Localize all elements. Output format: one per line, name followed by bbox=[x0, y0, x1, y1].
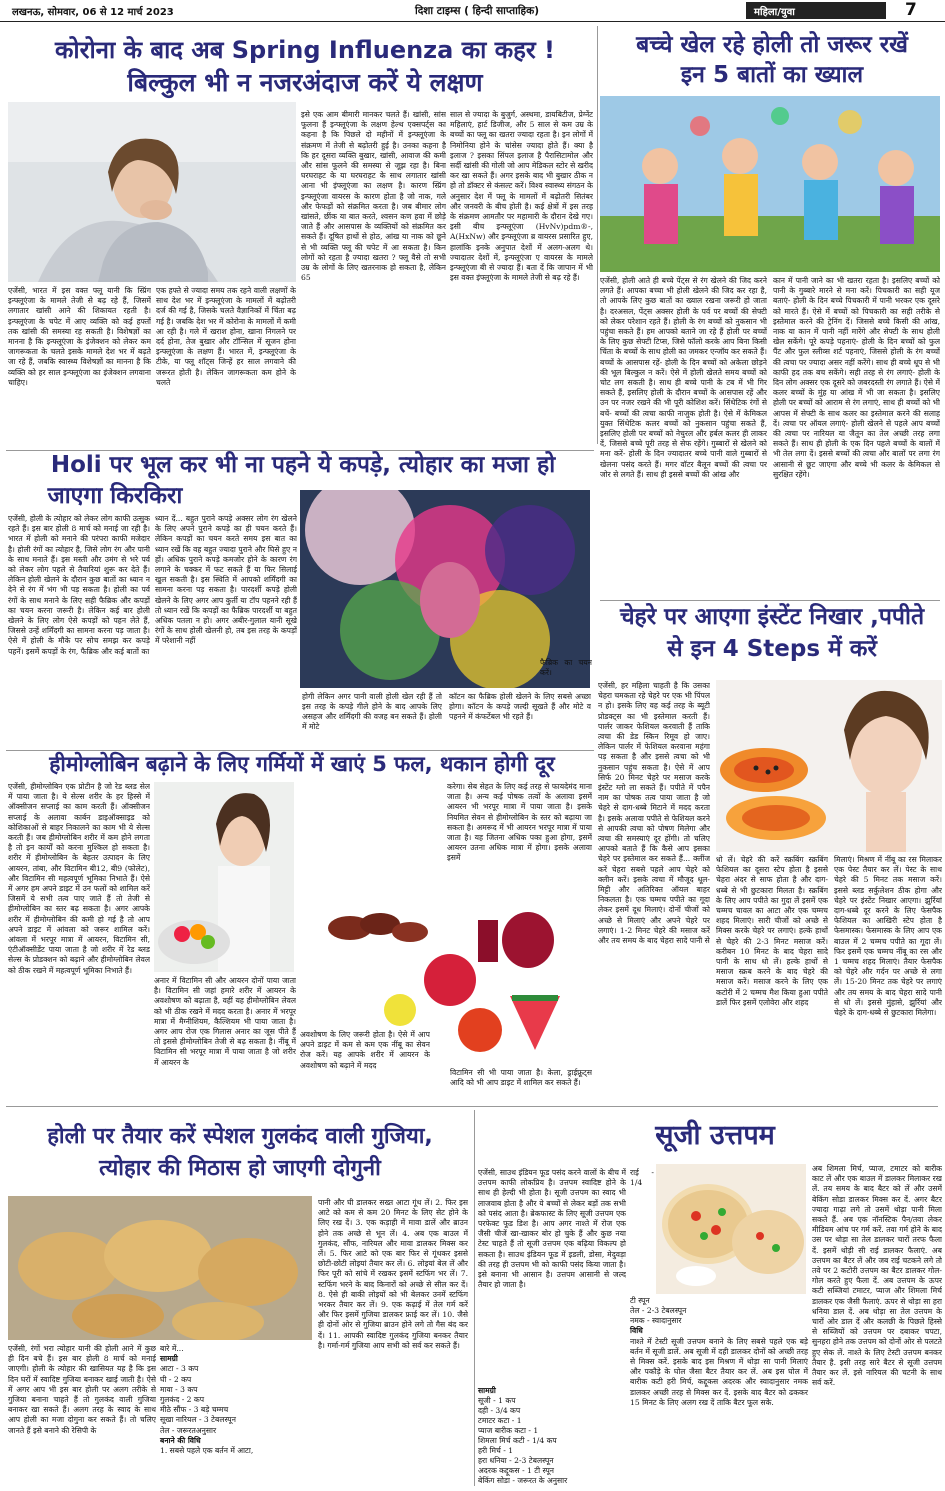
article6-ingredient: तेल - जरूरतअनुसार bbox=[160, 1425, 217, 1435]
article7-ingredient: हरा धनिया - 2-3 टेबलस्पून bbox=[478, 1456, 554, 1465]
article3-title-line1: Holi पर भूल कर भी ना पहने ये कपड़े, त्योहार का मजा हो bbox=[50, 452, 556, 478]
page-number: 7 bbox=[905, 0, 917, 20]
article4-col2: अनार में विटामिन सी और आयरन दोनों पाया जाता है। विटामिन सी जहां हमारे शरीर में आयरन के अवशोषण को बढ़ाता है, वहीं यह हीमोग्लोबिन लेवल को भी ठीक रखने में मदद करता है। अनार में भरपूर मात्रा में मैग्नीशियम, कैल्शियम भी पाया जाता है। अगर आप रोज एक गिलास अनार का जूस पीते हैं तो इससे हीमोग्लोबिन तेजी से बढ़ सकता है। नींबू में विटामिन सी भरपूर मात्रा में पाया जाता है जो शरीर में आयरन के bbox=[154, 976, 296, 1067]
article6-ingredient: सूखा नारियल - 3 टेबलस्पून bbox=[160, 1415, 236, 1425]
article3-col2: ध्यान दें... बहुत पुराने कपड़े अक्सर लोग रंग खेलने के लिए अपने पुराने कपड़े का ही चयन करते हैं। लेकिन कपड़ों का चयन करते समय इस बात का ध्यान रखें कि वह बहुत ज्यादा पुराने और घिसे हुए न हों। अधिक पुराने कपड़े कमजोर होने के कारण रंग लगाने के चक्कर में फट सकते हैं या फिर सिलाई खुल सकती है। इस स्थिति में आपको शर्मिंदगी का सामना करना पड़ सकता है। पारदर्शी कपड़े होली खेलने के लिए अगर आप कुर्ती या टॉप पहनने रही हैं तो ध्यान रखें कि कपड़ों का फैब्रिक पारदर्शी या बहुत अधिक पतला न हो। अगर अबीर-गुलाल यानी सूखे रंगों के साथ होली खेलनी हो, तब इस तरह के कपड़ों में परेशानी नहीं bbox=[155, 514, 297, 646]
article5-title-line2: से इन 4 Steps में करें bbox=[667, 636, 877, 662]
article4-col3a: करेगा। सेब सेहत के लिए कई तरह से फायदेमंद माना जाता है। अन्य कई पोषक तत्वों के अलावा इसमें आयरन भी भरपूर मात्रा में पाया जाता है। इसके नियमित सेवन से हीमोग्लोबिन के स्तर को बढ़ाया जा सकता है। अमरूद में भी आयरन भरपूर मात्रा में पाया जाता है। यह जितना अधिक पका हुआ होगा, इसमें आयरन उतना अधिक मात्रा में होगा। इसके अलावा इसमें bbox=[447, 782, 592, 863]
article4-col3c: विटामिन सी भी पाया जाता है। केला, ड्राईफ्रूट्स आदि को भी आप डाइट में शामिल कर सकते हैं। bbox=[450, 1068, 592, 1088]
article3-col1: एजेंसी, होली के त्योहार को लेकर लोग काफी उत्सुक रहते हैं। इस बार होली 8 मार्च को मनाई जा रही है। भारत में होली को मनाने की परंपरा काफी मजेदार है। होली रंगों का त्योहार है, जिसे लोग रंग और पानी के साथ मनाते हैं। इस मस्ती और उमंग से भरे पर्व को लेकर लोग पहले से तैयारियां शुरू कर देते हैं। लेकिन होली खेलने के दौरान कुछ बातों का ध्यान न देने से रंग में भंग भी पड़ सकता है। होली का पर्व रंगों के साथ मनाने के लिए सही फैब्रिक और कपड़ों का चयन करना जरूरी है। लेकिन कई बार होली खेलने के लिए लोग ऐसे कपड़ों को पहन लेते हैं, जिससे उन्हें शर्मिंदगी का सामना करना पड़ जाता है। ऐसे में होली के मौके पर सोच समझ कर कपड़े पहनें। इसमें कपड़ों के रंग, फैब्रिक और कई बातों का bbox=[8, 514, 150, 656]
article6-title-line1: होली पर तैयार करें स्पेशल गुलकंद वाली गुजिया, bbox=[47, 1124, 433, 1149]
article1-sick-woman-photo bbox=[8, 102, 296, 282]
article7-ingredient: सूजी - 1 कप bbox=[478, 1396, 516, 1405]
article6-method-first-step: 1. सबसे पहले एक बर्तन में आटा, bbox=[160, 1446, 254, 1456]
article2-title-line1: बच्चे खेल रहे होली तो जरूर रखें bbox=[636, 32, 908, 58]
article5-title-line1: चेहरे पर आएगा इंस्टेंट निखार ,पपीते bbox=[619, 604, 925, 630]
article6-gujiya-photo bbox=[8, 1196, 312, 1340]
article6-ingredient: आटा - 3 कप bbox=[160, 1364, 199, 1374]
article7-col2-mid: टी स्पून bbox=[630, 1296, 650, 1305]
article7-extra-ingredient: नमक - स्वादानुसार bbox=[630, 1316, 682, 1326]
article6-ingredients-heading: सामग्री bbox=[160, 1354, 178, 1364]
article3-caption-right: फैब्रिक का चयन करें। bbox=[540, 658, 592, 677]
article1-col2: एक हफ्ते से ज्यादा समय तक रहने वाली लक्षणों के साथ देश भर में इन्फ्लूएंजा के मामलों में बढ़ोतरी दर्ज की गई है, जिसके चलते वैज्ञानिकों में चिंता बढ़ गई है। जबकि देश भर में कोरोना के मामलों में कमी आ रही है। गले में खराश होना, खाना निगलने पर दर्द होना, तेज बुखार और टॉन्सिल में सूजन होना इन्फ्लूएंजा के लक्षण हैं। भारत में, इन्फ्लूएंजा के टीके, या फ्लू शॉट्स जिन्हें हर साल लगवाने की जरूरत होती है। लेकिन जागरूकता कम होने के चलते bbox=[156, 286, 296, 387]
article6-ingredient: घी - 2 कप bbox=[160, 1374, 192, 1384]
article5-papaya-woman-photo bbox=[716, 680, 942, 852]
article7-ingredient: अदरक कद्दूकस - 1 टी स्पून bbox=[478, 1466, 554, 1475]
article1-title-line2: बिल्कुल भी न नजरअंदाज करें ये लक्षण bbox=[127, 68, 483, 97]
article3-title-line2: जाएगा किरकिरा bbox=[47, 483, 183, 509]
article7-ingredients bbox=[478, 1386, 626, 1486]
article2-title-line2: इन 5 बातों का ख्याल bbox=[680, 62, 864, 88]
article4-col1: एजेंसी, हीमोग्लोबिन एक प्रोटीन है जो रेड ब्लड सेल में पाया जाता है। ये सेल्स शरीर के हर हिस्से में ऑक्सीजन सप्लाई का काम करती हैं। ऑक्सीजन सप्लाई के अलावा कार्बन डाइऑक्साइड को कोशिकाओं से बाहर निकालने का काम भी ये सेल्स करती हैं। जब हीमोग्लोबिन शरीर में कम होने लगता है तो इन कार्यों को करना मुश्किल हो सकता है। शरीर में हीमोग्लोबिन के बेहतर उत्पादन के लिए आयरन, तांबा, और विटामिन बी12, बी9 (फोलेट), और विटामिन सी महत्वपूर्ण भूमिका निभाते हैं। ऐसे में अगर हम अपने डाइट में उन फलों को शामिल करें जिसमें ये सभी तत्व पाए जाते हैं तो तेजी से हीमोग्लोबिन का स्तर बढ़ सकता है। अगर आपके शरीर में हीमोग्लोबिन की कमी हो गई है तो आप अपने डाइट में आंवला को जरूर शामिल करें। आंवला में भरपूर मात्रा में आयरन, विटामिन सी, एंटीऑक्सीडेंट पाया जाता है जो शरीर में रेड ब्लड सेल्स के प्रोडक्शन को बढ़ाने और हीमोग्लोबिन लेवल को ठीक रखने में महत्वपूर्ण भूमिका निभाते हैं। bbox=[8, 782, 150, 975]
article5-col3: मिलाएं। मिश्रण में नींबू का रस मिलाकर एक पेस्ट तैयार कर लें। पेस्ट के साथ चेहरे की 5 मिनट तक मसाज करें। इससे ब्लड सर्कुलेशन ठीक होगा और चेहरे पर इंस्टेंट निखार आएगा। झुर्रियां दाग-धब्बे दूर करने के लिए फेसपैक फेशियल का आखिरी स्टेप होता है फेसमास्क। फेसमास्क के लिए आप एक बाउल में 2 चम्मच पपीते का गूदा लें। फिर इसमें एक चम्मच नींबू का रस और 1 चम्मच शहद मिलाएं। तैयार फेसपैक को चेहरे और गर्दन पर अच्छे से लगा लें। 15-20 मिनट तक चेहरे पर लगाएं और तय समय के बाद चेहरा सादे पानी से धो लें। इससे मुंहासे, झुर्रियां और चेहरे के दाग-धब्बे से छुटकारा मिलेगा। bbox=[834, 855, 942, 1018]
article6-ingredient: मीठे सौंफ - 3 बड़े चम्मच bbox=[160, 1405, 229, 1415]
article1-title-line1: कोरोना के बाद अब Spring Influenza का कहर ! bbox=[55, 36, 555, 64]
article7-extra-ingredient: तेल - 2-3 टेबलस्पून bbox=[630, 1306, 687, 1315]
article7-uttapam-photo bbox=[656, 1164, 806, 1294]
article5-col2: धो लें। चेहरे की करें स्क्रबिंग स्क्रबिंग फेशियल का दूसरा स्टेप होता है इससे चेहरा अंदर से साफ होता है और दाग-धब्बे से भी छुटकारा मिलता है। स्क्रबिंग के लिए आप पपीते का गुदा लें इसमें एक चम्मच चावल का आटा और एक चम्मच शहद मिलाएं। सारी चीजों को अच्छे से मिक्स करके चेहरे पर लगाएं। हल्के हाथों से चेहरे की 2-3 मिनट मसाज करें। करीबन 10 मिनट के बाद चेहरा सादे पानी के साथ धो लें। हल्के हाथों से मसाज स्क्रब करने के बाद चेहरे की मसाज करें। मसाज करने के लिए एक कटोरी में 2 चम्मच मैश किया हुआ पपीते डालें फिर इसमें एलोवेरा और शहद bbox=[716, 855, 828, 1007]
article6-col2 bbox=[160, 1344, 310, 1484]
article6-col1: एजेंसी, रंगों भरा त्योहार यानी की होली आने में कुछ ही दिन बचे हैं। इस बार होली 8 मार्च को मनाई जाएगी। होली के त्योहार की खासियत यह है कि इस दिन घरों में स्वादिष्ट गुजिया बनाकर खाई जाती है। ऐसे में अगर आप भी इस बार होली पर अलग तरीके से गुजिया बनाना चाहते हैं तो गुलकंद वाली गुजिया बनाकर खा सकते हैं। अलग तरह के स्वाद के साथ आप होली का मजा दोगुना कर सकते हैं। तो चलिए जानते हैं इसे बनाने की रेसिपी के bbox=[8, 1344, 156, 1435]
article7-col1: एजेंसी, साउथ इंडियन फूड पसंद करने वालों के बीच में उत्तपम काफी लोकप्रिय है। उत्तपम स्वादिष्ट होने के साथ ही हेल्दी भी होता है। सूजी उत्तपम का स्वाद भी लाजवाब होता है और ये बच्चों से लेकर बड़ों तक सभी को पसंद आता है। ब्रेकफास्ट के लिए सूजी उत्तपम एक परफेक्ट फूड डिश है। आप अगर नाश्ते में रोज एक जैसी चीजें खा-खाकर बोर हो चुके हैं और कुछ नया टेस्ट चाहते हैं तो सूजी उत्तपम एक बढ़िया विकल्प हो सकता है। साउथ इंडियन फूड में इडली, डोसा, मेदुवड़ा की तरह ही उत्तपम भी को काफी पसंद किया जाता है। इसे बनाना भी आसान है। उत्तपम आसानी से जल्द तैयार हो जाता है। bbox=[478, 1168, 626, 1290]
article3-caption-left: होगी लेकिन अगर पानी वाली होली खेल रही हैं तो इस तरह के कपड़े गीले होने के बाद आपके लिए असहज और शर्मिंदगी की वजह बन सकते हैं। होली में मोटे bbox=[302, 692, 442, 731]
article7-col2 bbox=[630, 1306, 808, 1486]
masthead-date: लखनऊ, सोमवार, 06 से 12 मार्च 2023 bbox=[12, 7, 174, 18]
article3-caption-mid: कॉटन का फैब्रिक होली खेलने के लिए सबसे अच्छा होगा। कॉटन के कपड़े जल्दी सूखते हैं और मोटे व पहनने में कंफर्टेबल भी रहते हैं। bbox=[449, 692, 591, 721]
article6-title-line2: त्योहार की मिठास हो जाएगी दोगुनी bbox=[99, 1156, 381, 1181]
article6-intro: बारे में... bbox=[160, 1344, 184, 1353]
article1-col4: साल से ज्यादा के बुजुर्ग, अस्थमा, डायबिटीज, प्रेग्नेंट महिलाएं, हार्ट डिजीज, और 5 साल से कम उम्र के बच्चों का फ्लू का खतरा ज्यादा रहता है। इन लोगों में निमोनिया होने के चांसेस ज्यादा होते हैं। क्या है इलाज ? इसका सिंपल इलाज है पैरासिटामोल और सर्दी खांसी की गोली जो आप मेडिकल स्टोर से खरीद कर खा सकते हैं। अगर इसके बाद भी बुखार ठीक न हो तो डॉक्टर से कंसल्ट करें। विश्व स्वास्थ्य संगठन के अनुसार देश में फ्लू के मामलों में बढ़ोतरी सितंबर और जनवरी के बीच होती है। कई क्षेत्रों में इस तरह के संक्रमण आमतौर पर महामारी के दौरान देखे गए। इसी बीच इन्फ्लूएंजा (HvNv)pdm®-, A(HxNw) और इन्फ्लूएंजा ब्र वायरस प्रसारित हुए, हालांकि इनके अनुपात देशों में अलग-अलग थे। ज्यादातर देशों में, इन्फ्लूएंजा ए वायरस के मामले इन्फ्लूएंजा बी से ज्यादा हैं। बता दें कि जापान में भी इस वक्त इंफ्लूएंजा के मामले तेजी से बढ़ रहे हैं। bbox=[450, 110, 593, 283]
article2-children-holi-photo bbox=[600, 96, 940, 272]
article6-col3: पानी और घी डालकर सख्त आटा गूंथ लें। 2. फिर इस आटे को कम से कम 20 मिनट के लिए सेट होने के लिए रख दें। 3. एक कड़ाही में मावा डालें और ब्राउन होने तक अच्छे से भून लें। 4. अब एक बाउल में गुलकंद, सौंफ, नारियल और मावा डालकर मिक्स कर लें। 5. फिर आटे को एक बार फिर से गूंथकर इससे छोटी-छोटी लोइयां तैयार कर लें। 6. लोइयां बेल लें और फिर पूरी को सांचे में रखकर इसमें स्टफिंग भर लें। 7. स्टफिंग भरने के बाद किनारों को अच्छे से सील कर दें। 8. ऐसे ही बाकी लोइयों को भी बेलकर उनमें स्टफिंग भरकर तैयार कर लें। 9. एक कढ़ाई में तेल गर्म करें और फिर इसमें गुजिया डालकर फ्राई कर लें। 10. जैसे ही दोनों ओर से गुजिया ब्राउन होने लगे तो गैस बंद कर दें। 11. आपकी स्वादिष्ट गुलकंद गुजिया बनकर तैयार है। गर्मा-गर्म गुजिया आप सभी को सर्व कर सकते हैं। bbox=[318, 1198, 468, 1350]
article7-ingredients-heading: सामग्री bbox=[478, 1386, 496, 1395]
article7-col2-top: राई - 1/4 bbox=[630, 1168, 654, 1188]
article6-method-heading: बनाने की विधि bbox=[160, 1435, 201, 1445]
article2-col2: कान में पानी जाने का भी खतरा रहता है। इसलिए बच्चों को पानी के गुब्बारे मारने से मना करें। पिचकारी का सही यूज बताएं- होली के दिन बच्चे पिचकारी में पानी भरकर एक दूसरे को मारते हैं। ऐसे में बच्चों को पिचकारी का सही तरीके से इस्तेमाल करने की ट्रेनिंग दें। जिससे बच्चे किसी की आंख, नाक या कान में पानी नहीं मारेंगे और सेफ्टी के साथ होली खेल सकेंगे। पूरे कपड़े पहनाएं- होली के दिन बच्चों को फुल पैंट और फुल स्लीव्स शर्ट पहनाएं, जिससे होली के रंग बच्चों की त्वचा पर ज्यादा असर नहीं करेंगे। साथ ही बच्चे धूप से भी काफी हद तक बच सकेंगे। सही तरह से रंग लगाएं- होली के दिन लोग अक्सर एक दूसरे को जबरदस्ती रंग लगाते हैं। ऐसे में कलर बच्चों के मुंह या आंख में भी जा सकता है। इसलिए होली पर बच्चों को आराम से रंग लगाएं, साथ ही बच्चों को भी आपस में सेफ्टी के साथ कलर का इस्तेमाल करने की सलाह दें। त्वचा पर ऑयल लगाएं- होली खेलने से पहले आप बच्चों की त्वचा पर नारियल या जैतून का तेल अच्छी तरह लगा सकते हैं। साथ ही होली के एक दिन पहले बच्चों के बालों में भी तेल लगा दें। इससे बच्चों की त्वचा और बालों पर लगा रंग आसानी से छूट जाएगा और बच्चे भी कलर के केमिकल से सुरक्षित रहेंगे। bbox=[773, 276, 940, 479]
article6-ingredient: मावा - 3 कप bbox=[160, 1384, 198, 1394]
article7-col3: अब शिमला मिर्च, प्याज, टमाटर को बारीक काट लें और एक बाउल में डालकर मिलाकर रख लें. तय समय के बाद बैटर को लें और उसमें बेकिंग सोडा डालकर मिक्स कर दें. अगर बैटर ज्यादा गाढ़ा लगे तो उसमें थोड़ा पानी मिला सकते हैं. अब एक नॉनस्टिक पैन/तवा लेकर मीडियम आंच पर गर्म करें. तवा गर्म होने के बाद उस पर थोड़ा सा तेल डालकर चारों तरफ फैला दें. इसमें थोड़ी सी राई डालकर फैलाएं. अब उत्तपम का बैटर लें और जब राई चटकने लगे तो तवे पर 2 कटोरी उत्तपम का बैटर डालकर गोल-गोल करते हुए फैला दें. अब उत्तपम के ऊपर कटी सब्जियां टमाटर, प्याज और शिमला मिर्च डालकर एक जैसी फैलाएं. ऊपर से थोड़ा सा हरा धनिया डाल दें. अब थोड़ा सा तेल उत्तपम के चारों ओर डाल दें और कलछी के पिछले हिस्से से सब्जियों को उत्तपम पर दबाकर चपटा, सुनहरा होने तक उत्तपम को दोनों ओर से पलटते हुए सेक लें. नाश्ते के लिए टेस्टी उत्तपम बनकर तैयार है. इसी तरह सारे बैटर से सूजी उत्तपम तैयार कर लें. इसे नारियल की चटनी के साथ सर्व करें. bbox=[812, 1164, 942, 1388]
article4-woman-fruits-photo bbox=[154, 782, 294, 972]
article2-col1: एजेंसी, होली आते ही बच्चे पेंट्स से रंग खेलने की जिद करने लगते हैं। आपका बच्चा भी होली खेलने की जिद कर रहा है, तो आपके लिए कुछ बातों का ख्याल रखना जरूरी हो जाता है। दरअसल, पेंट्स अक्सर होली के पर्व पर बच्चों की सेफ्टी को लेकर परेशान रहते हैं। होली के रंग बच्चों को नुकसान भी पहुंचा सकते हैं। हम आपको बताने जा रहे हैं होली पर बच्चों के लिए कुछ सेफ्टी टिप्स, जिसे फॉलो करके आप बिना किसी चिंता के बच्चों के साथ होली का जमकर एन्जॉय कर सकते हैं। बच्चों के आसपास रहें- होली के दिन बच्चों को अकेला छोड़ने की भूल बिल्कुल न करें। ऐसे में होली खेलते समय बच्चों को चोट लग सकती है। साथ ही बच्चे पानी के टब में भी गिर सकते हैं, इसलिए होली के दौरान बच्चों के आसपास रहें और उन पर नजर रखने की भी पूरी कोशिश करें। सिंथेटिक रंगों से बचें- बच्चों की त्वचा काफी नाजुक होती है। ऐसे में केमिकल युक्त सिंथेटिक कलर बच्चों को नुकसान पहुंचा सकते हैं, इसलिए होली पर बच्चों को नेचुरल और हर्बल कलर ही लाकर दें, जिससे बच्चे पूरी तरह से सेफ रहेंगे। गुब्बारों से खेलने को मना करें- होली के दिन ज्यादातर बच्चे पानी वाले गुब्बारों से खेलना पसंद करते हैं। मगर वॉटर बैलून बच्चों की त्वचा पर जोर से लगते हैं। साथ ही इससे बच्चों की आंख और bbox=[600, 276, 767, 479]
article7-method-heading: विधि bbox=[630, 1326, 643, 1336]
article4-title: हीमोग्लोबिन बढ़ाने के लिए गर्मियों में खाएं 5 फल, थकान होगी दूर bbox=[49, 752, 555, 776]
masthead-paper-name: दिशा टाइम्स ( हिन्दी साप्ताहिक) bbox=[415, 5, 540, 17]
article7-ingredient: शिमला मिर्च कटी - 1/4 कप bbox=[478, 1436, 557, 1445]
article4-col3b: अवशोषण के लिए जरूरी होता है। ऐसे में आप अपने डाइट में कम से कम एक नींबू का सेवन रोज करें। यह आपके शरीर में आयरन के अवशोषण को बढ़ाने में मदद bbox=[300, 1030, 430, 1070]
article1-col1: एजेंसी, भारत में इस वक्त फ्लू यानी कि स्प्रिंग इन्फ्लूएंजा के मामले तेजी से बढ़ रहे हैं, जिसमें लगातार खांसी आने की शिकायत रहती है। इन्फ्लूएंजा के चपेट में आए व्यक्ति को कई हफ्तों तक खांसी की समस्या रह सकती है। विशेषज्ञों का मानना है कि इन्फ्लूएंजा के इंजेक्शन को लेकर कम जागरूकता के चलते इसके मामले देश भर में बढ़ते जा रहे हैं, जबकि स्वास्थ्य विशेषज्ञों का मानना है कि व्यक्ति को हर साल इन्फ्लूएंजा का इंजेक्शन लगवाना चाहिए। bbox=[8, 286, 151, 387]
article6-ingredient: गुलकंद - 2 कप bbox=[160, 1395, 205, 1405]
article7-ingredient: हरी मिर्च - 1 bbox=[478, 1446, 514, 1455]
article7-title: सूजी उत्तपम bbox=[655, 1120, 775, 1151]
article1-col3: इसे एक आम बीमारी मानकर चलते हैं। खांसी, सांस फूलना हैं इन्फ्लूएंजा के लक्षण हेल्थ एक्सपर्ट्स का कहना है कि पिछले दो महीनों में इन्फ्लूएंजा के संक्रमण में तेजी से बढ़ोतरी हुई है। उनका कहना है कि हर दूसरा व्यक्ति बुखार, खांसी, आवाज की कमी और सांस फूलने की समस्या से जूझ रहा है। बिना घरघराहट के या घरघराहट के साथ लगातार खांसी आना भी इंफ्लूएंजा का लक्षण है। कारण स्प्रिंग इन्फ्लूएंजा वायरस के कारण होता है जो नाक, गले और फेफड़ों को संक्रमित करता है। जब बीमार लोग खांसते, छींक या बात करते, श्वसन कण हवा में छोड़े जाते हैं और आसपास के व्यक्तियों को संक्रमित कर सकते हैं। दूषित हाथों से होठ, आंख या नाक को छूने से भी व्यक्ति फ्लू की चपेट में आ सकता है। किन लोगों को रहता है ज्यादा खतरा ? फ्लू वैसे तो सभी उम्र के लोगों के लिए खतरनाक हो सकता है, लेकिन 65 bbox=[301, 110, 446, 283]
masthead bbox=[0, 0, 945, 22]
article7-ingredient: दही - 3/4 कप bbox=[478, 1406, 521, 1415]
masthead-section: महिला/युवा bbox=[746, 2, 886, 19]
article7-ingredient: टमाटर कटा - 1 bbox=[478, 1416, 522, 1425]
article7-ingredient: प्याज बारीक कटा - 1 bbox=[478, 1426, 539, 1435]
article7-ingredient: बेकिंग सोडा - जरूरत के अनुसार bbox=[478, 1476, 568, 1485]
article5-col1: एजेंसी, हर महिला चाहती है कि उसका चेहरा चमकता रहे चेहरे पर एक भी पिंपल न हो। इसके लिए वह कई तरह के ब्यूटी प्रोडक्ट्स का भी इस्तेमाल करती हैं। पार्लर जाकर फेशियल करवाती हैं ताकि त्वचा की डेड स्किन रिमूव हो जाए। लेकिन पार्लर में फेशियल करवाना महंगा पड़ सकता है और इससे त्वचा को भी नुकसान पहुंच सकता है। ऐसे में आप सिर्फ 20 मिनट चेहरे पर मसाज करके इंस्टेंट ग्लो ला सकते हैं। पपीते में पपैन नाम का पोषक तत्व पाया जाता है जो चेहरे से दाग-धब्बे मिटाने में मदद करता है। इसके अलावा पपीते से फेशियल करने से आपकी त्वचा को पोषण मिलेगा और त्वचा की समस्याएं दूर होंगी। तो चलिए आपको बताते हैं कि कैसे आप इसका चेहरे पर इस्तेमाल कर सकते हैं... क्लींज करें चेहरा सबसे पहले आप चेहरे को क्लीन करें। इसके त्वचा में मौजूद धूल-मिट्टी और अतिरिक्त ऑयल बाहर निकलता है। एक चम्मच पपीते का गूदा लेकर इसमें दूध मिलाएं। दोनों चीजों को अच्छे से मिलाएं और अपने चेहरे पर लगाएं। 1-2 मिनट चेहरे की मसाज करें और तय समय के बाद चेहरा सादे पानी से bbox=[598, 681, 710, 946]
article7-method: नाश्ते में टेस्टी सूजी उत्तपम बनाने के लिए सबसे पहले एक बड़े बर्तन में सूजी डालें. अब सूजी में दही डालकर दोनों को अच्छी तरह से मिक्स करें. इसके बाद इस मिश्रण में थोड़ा सा पानी मिलाएं और पकौड़े के घोल जैसा बैटर तैयार कर लें. अब इस घोल में बारीक कटी हरी मिर्च, कद्दूकस अदरक और स्वादानुसार नमक डालकर अच्छी तरह से मिक्स कर दें. इसके बाद बैटर को ढककर 15 मिनट के लिए अलग रख दें ताकि बैटर फूल सके. bbox=[630, 1336, 808, 1407]
